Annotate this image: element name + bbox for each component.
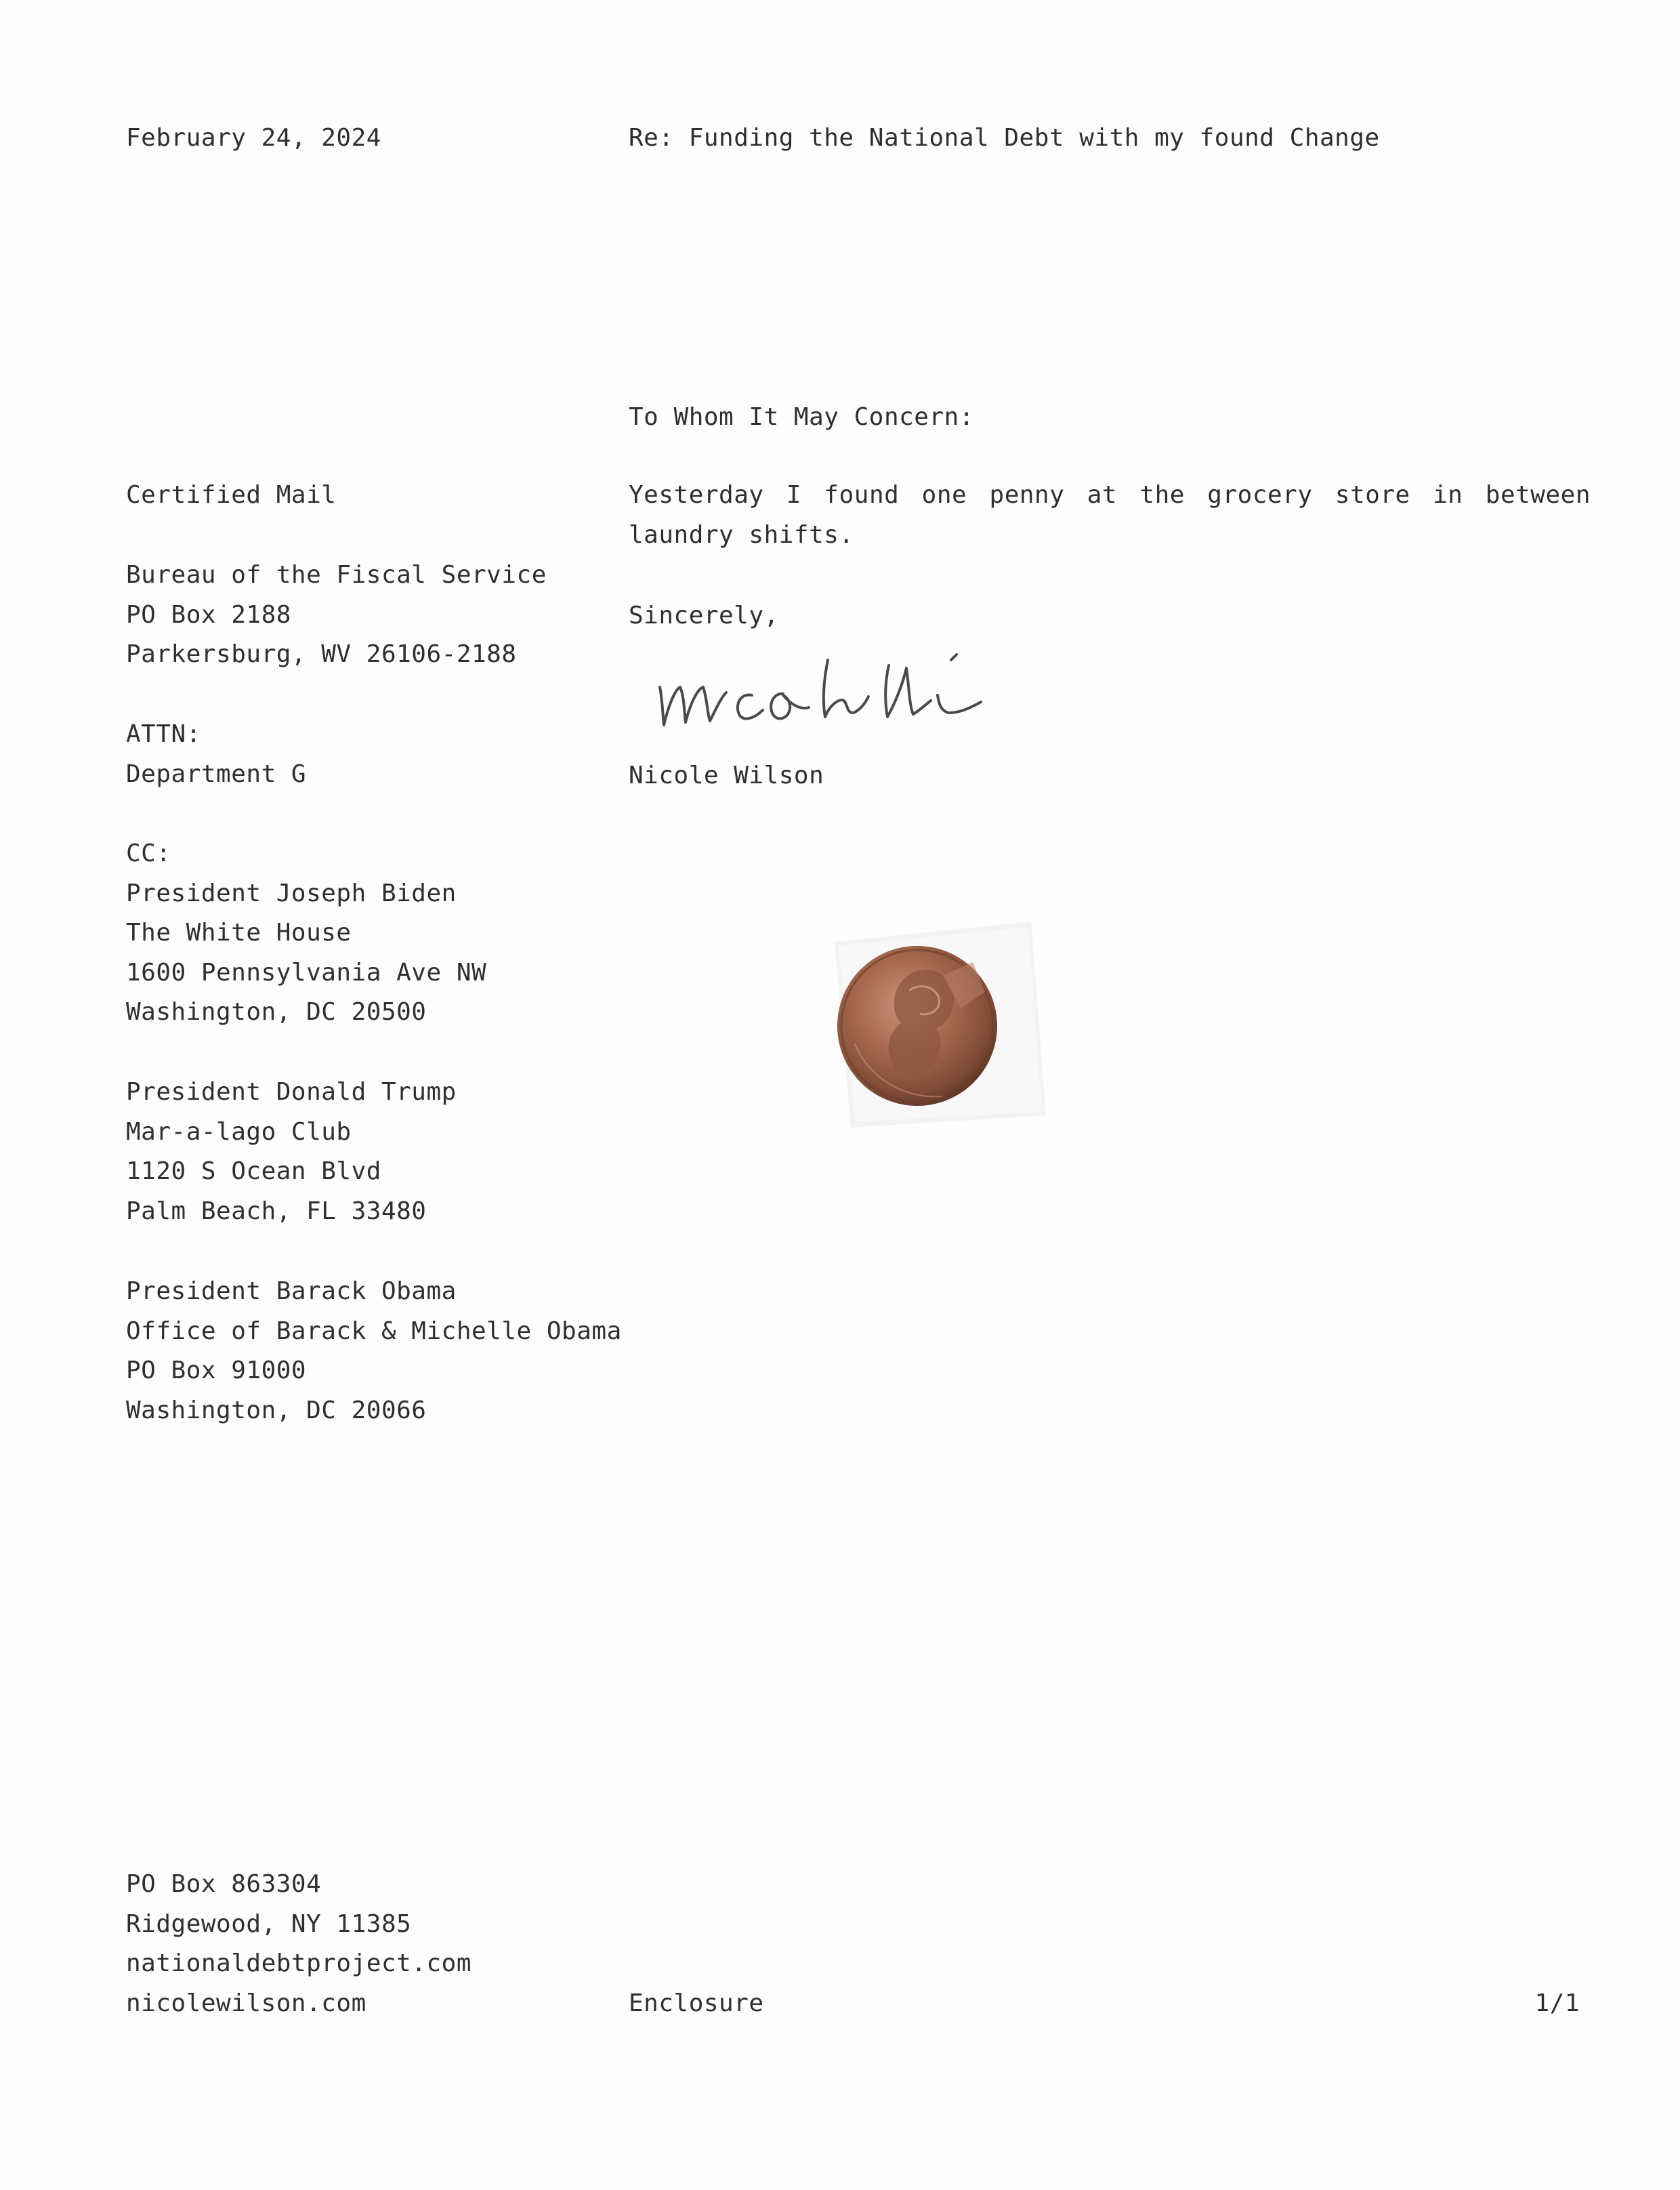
attention-label: ATTN: [126,720,201,748]
cc-recipient-line: Palm Beach, FL 33480 [126,1197,427,1225]
cc-recipient-line: Mar-a-lago Club [126,1117,352,1146]
page-number: 1/1 [1534,1989,1580,2017]
attention-department: Department G [126,760,307,788]
cc-recipient-line: Washington, DC 20066 [126,1396,427,1424]
footer-address-line: Ridgewood, NY 11385 [126,1909,412,1938]
penny-enclosure [828,915,1051,1132]
footer-sender-address [126,1865,471,2023]
cc-recipient-line: The White House [126,919,352,947]
cc-recipient [126,1073,457,1231]
recipient-line: Parkersburg, WV 26106-2188 [126,640,517,668]
cc-recipient-line: President Barack Obama [126,1277,457,1305]
cc-recipient-line: 1600 Pennsylvania Ave NW [126,958,487,987]
footer-address-line: PO Box 863304 [126,1870,322,1898]
recipient-line: Bureau of the Fiscal Service [126,561,547,589]
cc-recipient-line: President Joseph Biden [126,879,457,907]
footer-website-link[interactable]: nicolewilson.com [126,1989,366,2017]
letter-subject: Re: Funding the National Debt with my found Change [629,124,1380,152]
salutation: To Whom It May Concern: [629,403,974,431]
recipient-address [126,556,547,675]
closing: Sincerely, [629,602,779,629]
cc-recipient [126,1272,622,1430]
recipient-line: PO Box 2188 [126,600,291,629]
cc-block [126,834,486,1033]
attention-block [126,715,306,794]
handwritten-signature [650,645,989,740]
signature-icon [650,645,989,740]
cc-recipient-line: 1120 S Ocean Blvd [126,1157,381,1185]
cc-label: CC: [126,840,171,867]
cc-recipient-line: Washington, DC 20500 [126,998,427,1026]
letter-body: Yesterday I found one penny at the grocery store in between laundry shifts. [629,481,1591,549]
footer-website-link[interactable]: nationaldebtproject.com [126,1949,471,1977]
cc-recipient-line: PO Box 91000 [126,1357,307,1384]
cc-recipient-line: President Donald Trump [126,1078,457,1106]
cc-recipient-line: Office of Barack & Michelle Obama [126,1317,622,1345]
delivery-method: Certified Mail [126,481,337,509]
enclosure-label: Enclosure [629,1989,764,2017]
letter-date: February 24, 2024 [126,124,381,152]
penny-icon [828,915,1051,1132]
sender-name: Nicole Wilson [629,762,824,789]
